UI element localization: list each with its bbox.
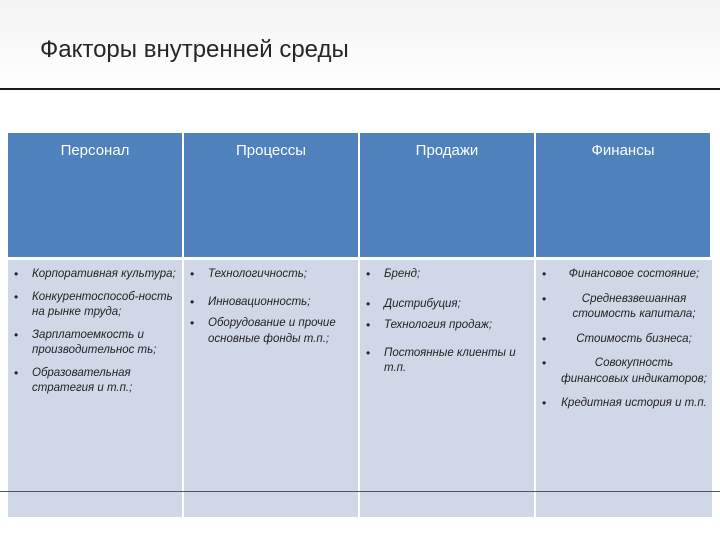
column-body-processes: [184, 257, 360, 517]
list-item: • Постоянные клиенты и т.п.: [366, 346, 530, 377]
column-header-personnel: Персонал: [8, 133, 184, 257]
list-item: • Конкурентоспособ-ность на рынке труда;: [14, 290, 178, 321]
processes-list: [190, 267, 354, 347]
personnel-list: [14, 267, 178, 397]
list-item: • Дистрибуция;: [366, 297, 530, 313]
list-item: • Образовательная стратегия и т.п.;: [14, 366, 178, 397]
list-item: • Оборудование и прочие основные фонды т.п.;: [190, 316, 354, 347]
list-item: • Финансовое состояние;: [542, 267, 708, 283]
list-item: • Зарплатоемкость и производительнос ть;: [14, 328, 178, 359]
sales-list: [366, 267, 530, 377]
title-divider: [0, 88, 720, 90]
column-body-finance: [536, 257, 712, 517]
list-item: • Бренд;: [366, 267, 530, 283]
list-item: • Стоимость бизнеса;: [542, 332, 708, 348]
list-item: • Средневзвешанная стоимость капитала;: [542, 292, 708, 323]
list-item: • Кредитная история и т.п.: [542, 396, 708, 412]
factors-table: [8, 133, 712, 517]
list-item: • Инновационность;: [190, 295, 354, 311]
bottom-divider: [0, 491, 720, 492]
column-body-sales: [360, 257, 536, 517]
column-header-processes: Процессы: [184, 133, 360, 257]
list-item: • Совокупность финансовых индикаторов;: [542, 356, 708, 387]
finance-list: [542, 267, 708, 412]
list-item: • Корпоративная культура;: [14, 267, 178, 283]
list-item: • Технология продаж;: [366, 318, 530, 334]
column-header-sales: Продажи: [360, 133, 536, 257]
slide-title: Факторы внутренней среды: [40, 36, 349, 63]
column-header-finance: Финансы: [536, 133, 712, 257]
list-item: • Технологичность;: [190, 267, 354, 283]
column-body-personnel: [8, 257, 184, 517]
